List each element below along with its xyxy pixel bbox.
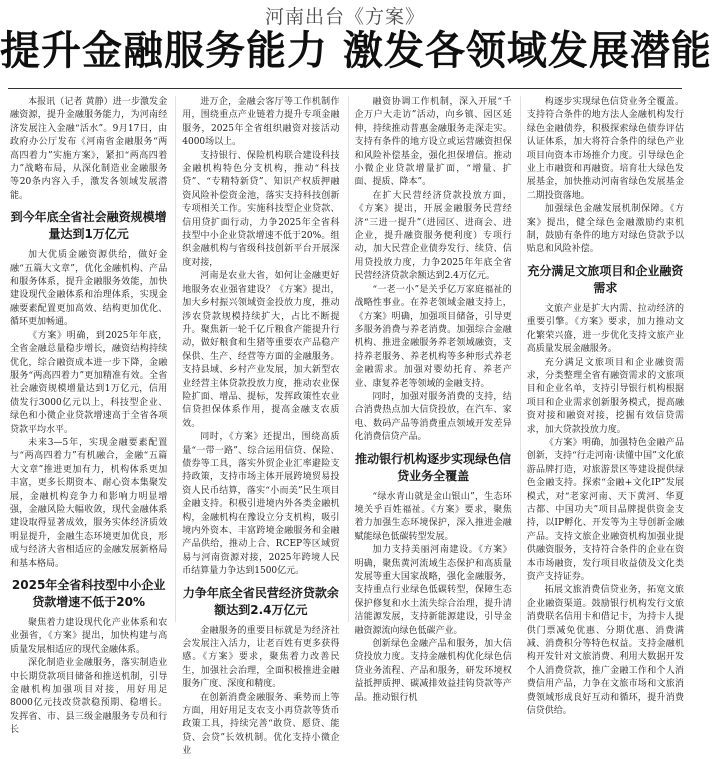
paragraph: 融资协调工作机制，深入开展“千企万户大走访”活动，向乡镇、园区延伸，持续推动普惠金融服务走深走实。支持有条件的地方设立或运营融资担保和风险补偿基金，强化担保增信。推动小微企业贷款增量扩面，“增量、扩面、提质、降本”。 xyxy=(354,97,512,188)
paragraph: 创新绿色金融产品和服务，加大信贷投放力度。支持金融机构优化绿色信贷业务流程、产品和服务，研发环境权益抵押质押、碳减排效益挂钩贷款等产品。推动银行机 xyxy=(354,639,512,703)
article-headline: 提升金融服务能力 激发各领域发展潜能 xyxy=(0,28,712,74)
paragraph: 《方案》明确，加强特色金融产品创新，支持“行走河南·读懂中国”文化旅游品牌打造，对旅游景区等建设提供绿色金融支持。探索“金融+文化IP”发展模式，对“老家河南、天下黄河、华夏古都、中国功夫”项目品牌提供资金支持，以IP孵化、开发等为主导创新金融产品。支持文旅企业融资机构加强业提供融资服务，支持符合条件的企业在资本市场融资，发行项目收益债及文化类资产支持证券。 xyxy=(526,437,684,582)
article-column xyxy=(348,96,512,703)
paragraph: 深化制造业金融服务，落实制造业中长期贷款项目储备和推送机制，引导金融机构加强项目对接，用好用足8000亿元技改贷款稳预期、稳增长。发挥省、市、县三级金融服务专员和行长 xyxy=(10,658,168,736)
article-body xyxy=(10,96,684,757)
paragraph: 在创新消费金融服务、乘势而上等方面，用好用足支农支小再贷款等货币政策工具，持续完善“敢贷、愿贷、能贷、会贷”长效机制。优化支持小微企业 xyxy=(182,692,340,757)
paragraph: 未来3—5年，实现金融要素配置与“两高四着力”有机融合，金融“五篇大文章”推进更加有力，机构体系更加丰富，更多长期资本、耐心资本集聚发展，金融机构竞争力和影响力明显增强，金融风险大幅收敛，现代金融体系建设取得显著成效，服务实体经济质效明显提升，金融生态环境更加优良，形成与经济大省相适应的金融发展新格局和基本格局。 xyxy=(10,437,168,569)
article-column xyxy=(520,96,684,717)
paragraph: “绿水青山就是金山银山”，生态环境关乎百姓福祉。《方案》要求，聚焦着力加强生态环境保护，深入推进金融赋能绿色低碳转型发展。 xyxy=(354,491,512,542)
paragraph: 同时，加强对服务消费的支持，结合消费热点加大信贷投放，在汽车、家电、数码产品等消费重点领域开发差异化消费信贷产品。 xyxy=(354,391,512,443)
paragraph: 支持银行、保险机构联合建设科技金融机构特色分支机构，推动“科技贷”、“专精特新贷”、知识产权质押融资风险补偿资金池，落实支持科技创新专项相关工作。实施科技型企业贷款、信用贷扩面行动，力争2025年全省科技型中小企业贷款增速不低于20%。组织金融机构与省级科技创新平台开展深度对接， xyxy=(182,150,340,268)
section-subheading: 推动银行机构逐步实现绿色信贷业务全覆盖 xyxy=(355,451,512,483)
article-kicker: 河南出台《方案》 xyxy=(264,6,425,28)
section-subheading: 2025年全省科技型中小企业贷款增速不低于20% xyxy=(11,578,166,609)
paragraph: 加大优质金融资源供给，做好金融“五篇大文章”，优化金融机构、产品和服务体系，提升金融服务效能，加快建设现代金融体系和治理体系，实现金融要素配置更加高效、结构更加优化、循环更加畅通。 xyxy=(10,250,168,328)
paragraph: 在扩大民营经济贷款投放方面，《方案》提出，开展金融服务民营经济“三进一提升”（进园区、进商会、进企业，提升融资服务便利度）专项行动，加大民营企业债券发行、续贷、信用贷投放力度，力争2025年年底全省民营经济贷款余额达到2.4万亿元。 xyxy=(354,190,512,282)
paragraph: 拓展文旅消费信贷业务，拓宽文旅企业融资渠道。鼓励银行机构发行文旅消费联名信用卡和借记卡，为持卡人提供门票减免优惠、分期优惠、消费满减、消费积分等特色权益。支持金融机构开发针对文旅消费、利用大数据开发个人消费贷款，推广金融工作和个人消费信用产品，力争在文旅市场和文旅消费领域形成良好互动和循环，提升消费信贷供给。 xyxy=(526,585,684,717)
section-subheading: 到今年底全省社会融资规模增量达到1万亿元 xyxy=(10,210,167,242)
paragraph: 充分满足文旅项目和企业融资需求，分类整理全省有融资需求的文旅项目和企业名单，支持引导银行机构根据项目和企业需求创新服务模式，提高融资对接和融资对接，挖掘有效信贷需求，加大贷款投放力度。 xyxy=(526,357,684,435)
section-subheading: 充分满足文旅项目和企业融资需求 xyxy=(527,263,684,295)
paragraph: 构逐步实现绿色信贷业务全覆盖。支持符合条件的地方法人金融机构发行绿色金融债券，积极探索绿色债券评估认证体系，加大将符合条件的绿色产业项目向资本市场推介力度。引导绿色企业上市融资和再融资。培育壮大绿色发展基金，加快推动河南省绿色发展基金二期投资落地。 xyxy=(526,97,684,201)
paragraph: 文旅产业是扩大内需、拉动经济的重要引擎。《方案》要求，加力推动文化繁荣兴盛，进一步优化支持文旅产业高质量发展金融服务。 xyxy=(526,303,684,355)
paragraph: 同时，《方案》还提出，围绕高质量“一带一路”、综合运用信贷、保险、债券等工具，落实外贸企业汇率避险支持政策，支持市场主体开展跨境贸易投资人民币结算，落实“小而美”民生项目金融支持。积极引进境内外各类金融机构，金融机构在豫设立分支机构，吸引境内外资本、丰富跨境金融服务和金融产品供给，推动上合、RCEP等区域贸易与河南资源对接，2025年跨境人民币结算量力争达到1500亿元。 xyxy=(182,432,340,577)
paragraph: 《方案》明确，到2025年年底，全省金融总量稳步增长，融资结构持续优化，综合融资成本进一步下降，金融服务“两高四着力”更加精准有效。全省社会融资规模增量达到1万亿元，信用债发行3000亿元以上，科技型企业、绿色和小微企业贷款增速高于全省各项贷款平均水平。 xyxy=(10,330,168,435)
paragraph: 河南是农业大省，如何让金融更好地服务农业强省建设？《方案》提出，加大乡村振兴领域资金投放力度，推动涉农贷款规模持续扩大，占比不断提升。聚焦新一轮千亿斤粮食产能提升行动，做好粮食和生猪等重要农产品稳产保供、生产、经营等方面的金融服务。支持县域、乡村产业发展，加大新型农业经营主体贷款投放力度，推动农业保险扩面、增品、提标，发挥政策性农业信贷担保体系作用，提高金融支农质效。 xyxy=(182,271,340,429)
paragraph: 进万企，金融会客厅等工作机制作用，围绕重点产业链着力提升专项金融服务，2025年全省组织融资对接活动4000场以上。 xyxy=(182,97,340,148)
article-column xyxy=(10,96,168,736)
paragraph: 聚焦着力建设现代化产业体系和农业强省，《方案》提出，加快构建与高质量发展相适应的现代金融体系。 xyxy=(10,618,168,655)
headline-divider xyxy=(8,88,682,89)
paragraph: 金融服务的重要目标就是为经济社会发展注入活力，让老百姓有更多获得感。《方案》要求，聚焦着力改善民生，加强社会治理，全面积极推进金融服务广度、深度和精度。 xyxy=(182,625,340,690)
paragraph: 加强绿色金融发展机制保障。《方案》提出，健全绿色金融激励约束机制，鼓励有条件的地方对绿色贷款予以贴息和风险补偿。 xyxy=(526,204,684,255)
paragraph: “一老一小”是关乎亿万家庭福祉的战略性事业。在养老领域金融支持上，《方案》明确，加强项目储备，引导更多服务消费与养老消费。加强综合金融机构、推进金融服务养老领域融资，支持养老服务、养老机构等多种形式养老金融需求。加强对婴幼托育、养老产业、康复养老等领域的金融支持。 xyxy=(354,284,512,389)
article-column xyxy=(175,96,340,757)
paragraph: 加力支持美丽河南建设。《方案》明确，聚焦黄河流域生态保护和高质量发展等重大国家战略，强化金融服务，支持重点行业绿色低碳转型，保障生态保护修复和水土流失综合治理，提升清洁能源发展，支持新能源建设，引导金融资源流向绿色低碳产业。 xyxy=(354,545,512,636)
paragraph: 本报讯（记者 黄静）进一步激发金融资源，提升金融服务能力，为河南经济发展注入金融“活水”。9月17日，由政府办公厅发布《河南省金融服务“两高四着力”实施方案》，紧扣“两高四着力”战略布局，从深化制造业金融服务等20条内容入手，激发各领域发展潜能。 xyxy=(10,97,168,201)
section-subheading: 力争年底全省民营经济贷款余额达到2.4万亿元 xyxy=(182,585,339,617)
